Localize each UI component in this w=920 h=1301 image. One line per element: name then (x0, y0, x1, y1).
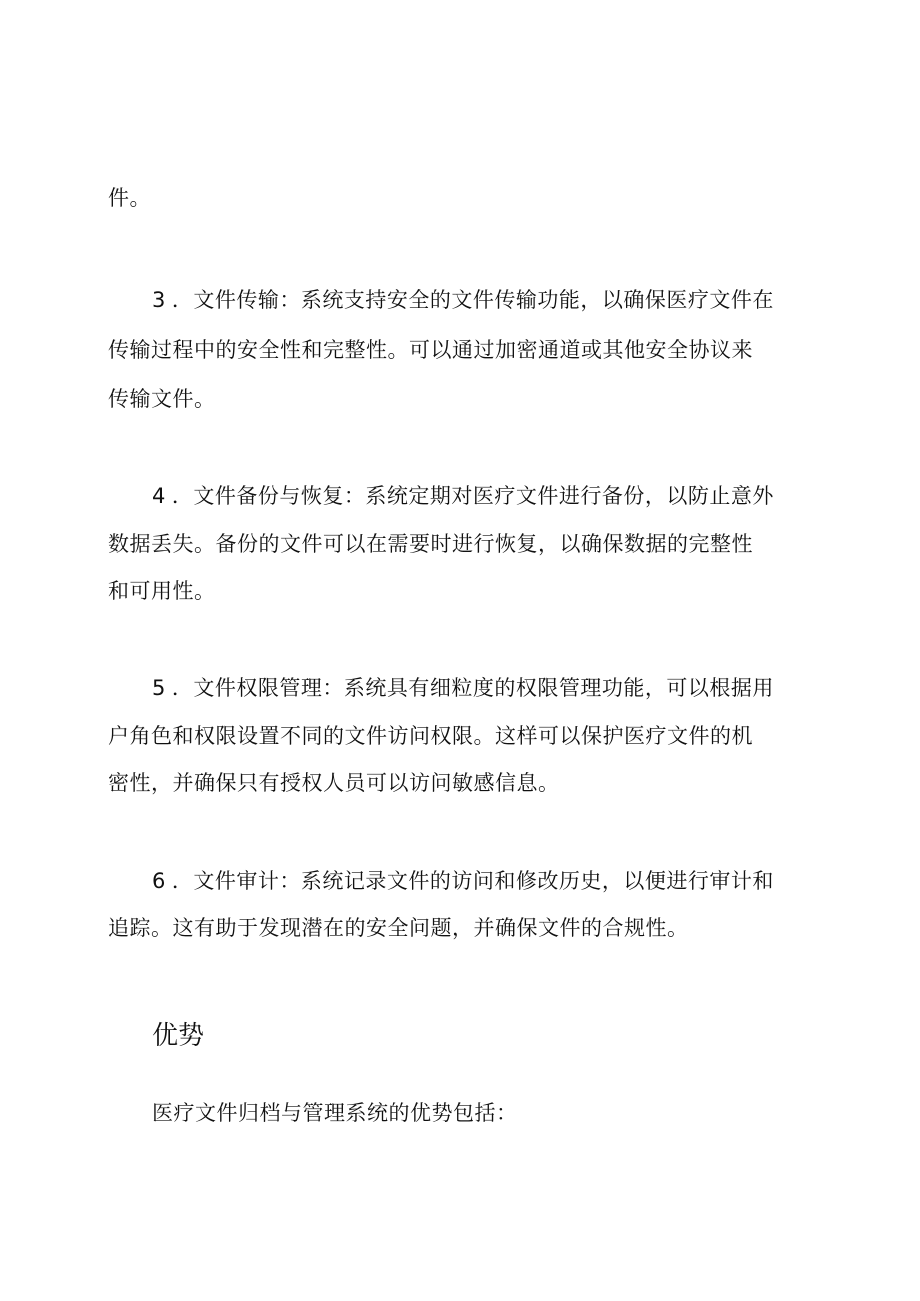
item-number: 6 (152, 869, 166, 893)
item-3-line-1: 3 ．文件传输：系统支持安全的文件传输功能，以确保医疗文件在 (152, 285, 774, 315)
item-4-line-3: 和可用性。 (108, 579, 216, 603)
item-3-line-3: 传输文件。 (108, 387, 216, 411)
section-intro: 医疗文件归档与管理系统的优势包括： (152, 1101, 518, 1125)
item-5-line-2: 户角色和权限设置不同的文件访问权限。这样可以保护医疗文件的机 (108, 724, 753, 748)
item-6-line-1: 6 ．文件审计：系统记录文件的访问和修改历史，以便进行审计和 (152, 866, 774, 896)
item-4-line-2: 数据丢失。备份的文件可以在需要时进行恢复，以确保数据的完整性 (108, 532, 753, 556)
item-3-line-2: 传输过程中的安全性和完整性。可以通过加密通道或其他安全协议来 (108, 338, 753, 362)
item-number: 5 (152, 676, 166, 700)
item-number: 4 (152, 484, 166, 508)
item-5-line-3: 密性，并确保只有授权人员可以访问敏感信息。 (108, 771, 560, 795)
continuation-text: 件。 (108, 186, 151, 210)
section-heading: 优势 (152, 1021, 205, 1051)
item-number: 3 (152, 288, 166, 312)
item-5-line-1: 5 ．文件权限管理：系统具有细粒度的权限管理功能，可以根据用 (152, 673, 774, 703)
item-6-line-2: 追踪。这有助于发现潜在的安全问题，并确保文件的合规性。 (108, 916, 689, 940)
item-4-line-1: 4 ．文件备份与恢复：系统定期对医疗文件进行备份，以防止意外 (152, 481, 774, 511)
